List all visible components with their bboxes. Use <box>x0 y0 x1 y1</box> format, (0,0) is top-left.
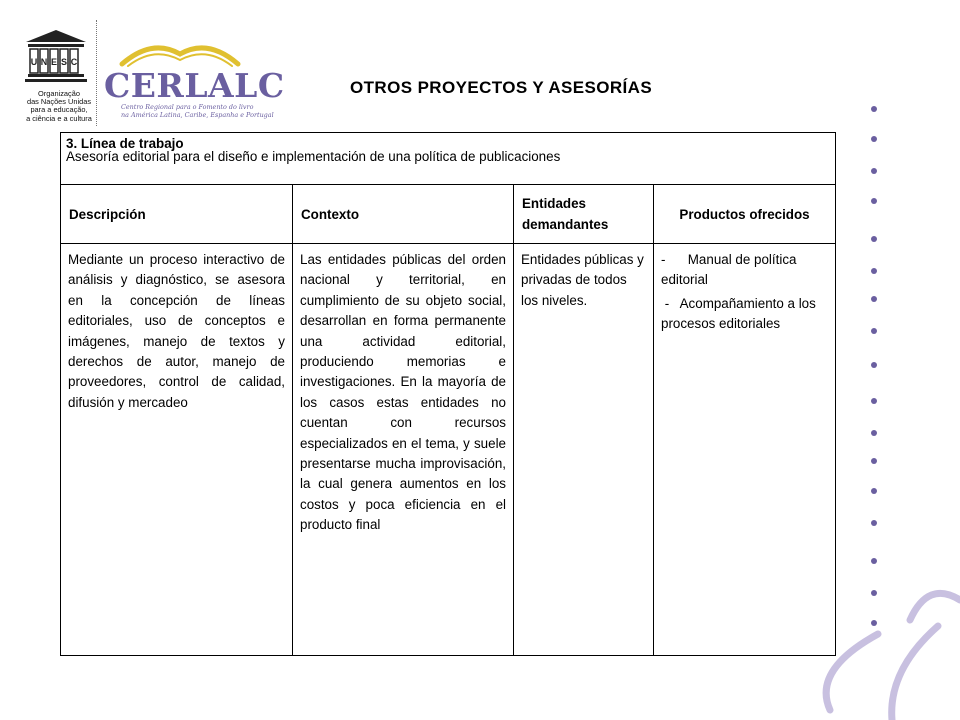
header-contexto: Contexto <box>293 185 514 244</box>
cerlalc-tagline-line: na América Latina, Caribe, Espanha e Portugal <box>121 110 274 119</box>
logo-divider <box>96 20 97 126</box>
svg-text:N: N <box>40 57 48 67</box>
product-item: - Acompañamiento a los procesos editoriales <box>661 295 820 332</box>
unesco-caption <box>20 90 98 123</box>
unesco-logo <box>18 28 94 128</box>
dot <box>871 106 877 112</box>
dot <box>871 398 877 404</box>
dot <box>871 268 877 274</box>
dot <box>871 296 877 302</box>
dot <box>871 198 877 204</box>
product-item: - Manual de política editorial <box>661 252 801 288</box>
page-title: OTROS PROYECTOS Y ASESORÍAS <box>350 78 653 97</box>
cell-contexto: Las entidades públicas del orden nacional y territorial, en cumplimiento de su objeto social, desarrollan en forma permanente una actividad editorial, produciendo memorias e investigaciones. En la mayoría de los casos estas entidades no cuentan con recursos especializados en el tema, y suele presentarse mucha improvisación, la cual genera aumentos en los costos y poca eficiencia en el producto final <box>293 244 514 656</box>
svg-text:C: C <box>70 57 78 67</box>
unesco-temple-icon <box>18 28 94 90</box>
dot <box>871 458 877 464</box>
header-entidades: Entidades demandantes <box>514 185 654 244</box>
svg-text:U: U <box>30 57 38 67</box>
work-line-description: Asesoría editorial para el diseño e implementación de una política de publicaciones <box>66 149 561 164</box>
dot <box>871 328 877 334</box>
dot <box>871 168 877 174</box>
unesco-caption-line: Organização <box>38 89 80 98</box>
cerlalc-tagline-line: Centro Regional para o Fomento do livro <box>121 103 254 111</box>
cerlalc-wordmark: CERLALC <box>104 66 285 105</box>
svg-text:S: S <box>60 57 68 67</box>
cell-entidades: Entidades públicas y privadas de todos los niveles. <box>514 244 654 656</box>
svg-text:E: E <box>50 57 58 67</box>
decorative-arcs <box>760 560 960 720</box>
cerlalc-logo <box>100 40 285 119</box>
dot <box>871 136 877 142</box>
work-line-title: 3. Línea de trabajo <box>66 136 184 151</box>
unesco-caption-line: para a educação, <box>30 105 88 115</box>
table-row <box>61 244 836 656</box>
dot <box>871 488 877 494</box>
dot <box>871 362 877 368</box>
cell-descripcion: Mediante un proceso interactivo de análisis y diagnóstico, se asesora en la concepción de líneas editoriales, uso de conceptos e imágenes, manejo de textos y derechos de autor, manejo de proveedores, control de calidad, difusión y mercadeo <box>61 244 293 656</box>
unesco-caption-line: a ciência e a cultura <box>26 113 92 123</box>
unesco-caption-line: das Nações Unidas <box>26 97 92 107</box>
decorative-dots <box>866 98 886 638</box>
cerlalc-tagline <box>121 103 274 119</box>
header-productos: Productos ofrecidos <box>654 185 836 244</box>
header-descripcion: Descripción <box>61 185 293 244</box>
dot <box>871 520 877 526</box>
dot <box>871 236 877 242</box>
work-line-cell <box>61 133 836 185</box>
work-line-table <box>60 132 836 656</box>
dot <box>871 430 877 436</box>
